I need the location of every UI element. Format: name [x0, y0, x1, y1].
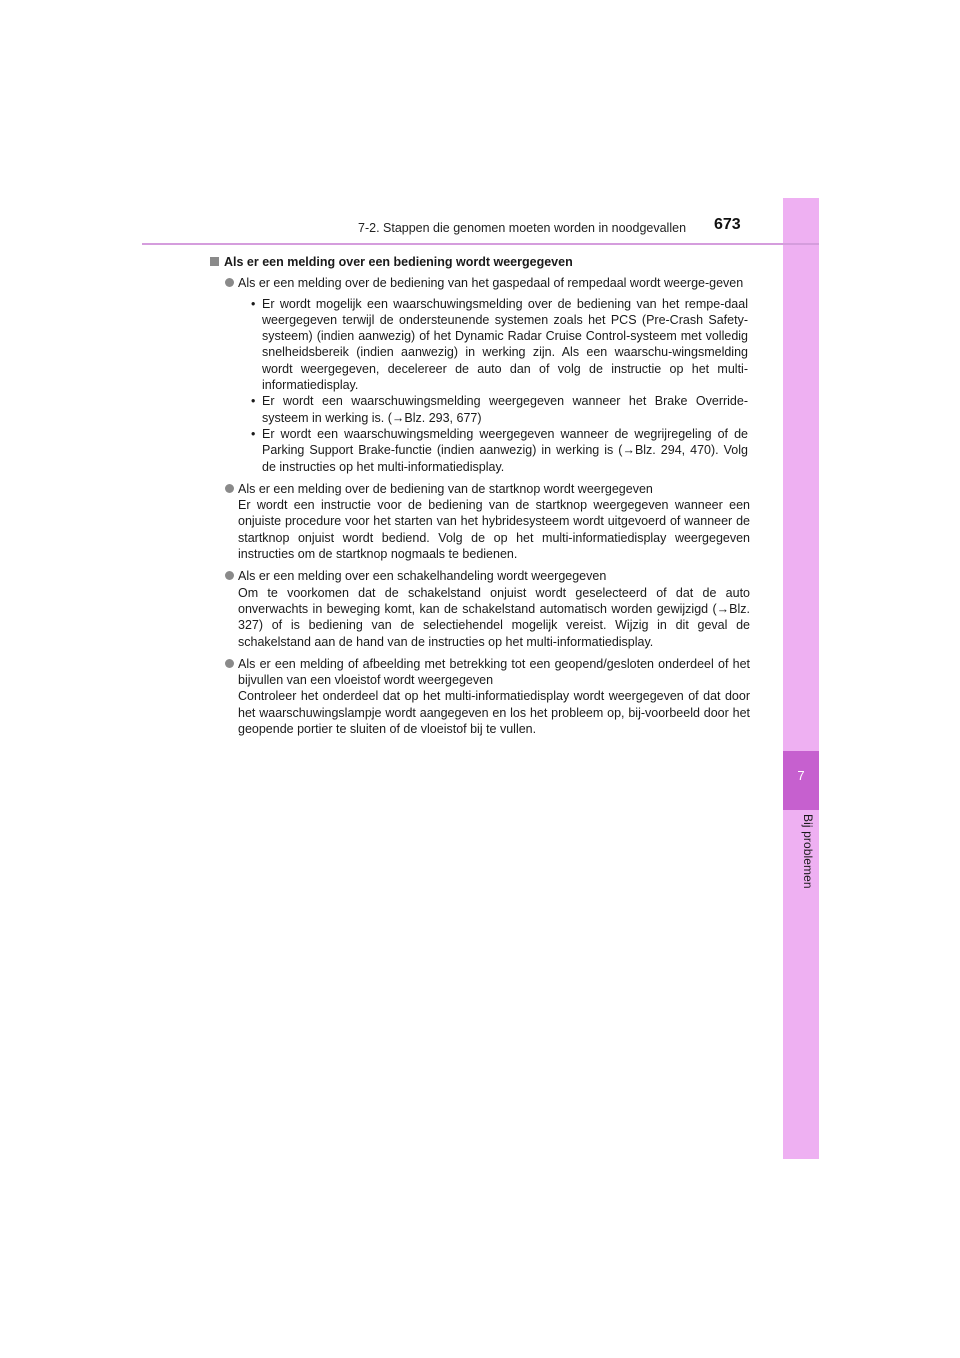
page-content [210, 254, 750, 743]
circle-bullet-icon [225, 571, 234, 580]
circle-bullet-icon [225, 659, 234, 668]
list-item-pedal [210, 275, 750, 475]
list-item-title: Als er een melding of afbeelding met betrekking tot een geopend/gesloten onderdeel of het bijvullen van een vloeistof wordt weergegeven [238, 656, 750, 688]
list-item-title: Als er een melding over de bediening van het gaspedaal of rempedaal wordt weerge-geven [238, 276, 744, 291]
list-item-body: Om te voorkomen dat de schakelstand onjuist wordt geselecteerd of dat de auto onverwachts in beweging komt, kan de schakelstand automatisch worden gewijzigd (→Blz. 327) of is bediening van de selectiehendel mogelijk vereist. Wijzig in dit geval de schakelstand aan de hand van de instructies op het multi-informatiedisplay. [238, 585, 750, 649]
sublist-item: • Er wordt mogelijk een waarschuwingsmelding over de bediening van het rempe-daal weergegeven terwijl de ondersteunende systemen zoals het PCS (Pre-Crash Safety-systeem) (indien aanwezig) of het Dynamic Radar Cruise Control-systeem met volledig snelheidsbereik (indien aanwezig) in werking zijn. Als een waarschu-wingsmelding wordt weergegeven, decelereer de auto dan of volg de instructie op het multi-informatiedisplay. [251, 296, 748, 393]
dot-bullet-icon: • [251, 296, 256, 311]
list-item-onderdeel [210, 656, 750, 737]
list-item-startknop [210, 481, 750, 562]
header-divider [142, 243, 819, 245]
list-item-title: Als er een melding over de bediening van de startknop wordt weergegeven [238, 481, 653, 496]
list-item-body: Er wordt een instructie voor de bediening van de startknop weergegeven wanneer een onjuiste procedure voor het starten van het hybridesysteem wordt uitgevoerd of wanneer de startknop onjuist wordt bediend. Volg de op het multi-informatiedisplay weergegeven instructies om de startknop nogmaals te bedienen. [238, 498, 750, 562]
sublist-item: • Er wordt een waarschuwingsmelding weergegeven wanneer de wegrijregeling of de Parking Support Brake-functie (indien aanwezig) in werking is (→Blz. 294, 470). Volg de instructies op het multi-informatiedisplay. [251, 426, 748, 474]
page-number: 673 [714, 216, 741, 233]
sublist-item: • Er wordt een waarschuwingsmelding weergegeven wanneer het Brake Override-systeem in werking is. (→Blz. 293, 677) [251, 394, 748, 425]
dot-bullet-icon: • [251, 426, 256, 441]
chapter-number: 7 [797, 768, 805, 783]
dot-bullet-icon: • [251, 394, 256, 409]
chapter-side-tab [783, 198, 819, 1159]
section-title: 7-2. Stappen die genomen moeten worden in noodgevallen [358, 221, 687, 235]
list-item-title: Als er een melding over een schakelhandeling wordt weergegeven [238, 569, 607, 584]
section-heading [210, 254, 750, 270]
circle-bullet-icon [225, 278, 234, 287]
section-heading-text: Als er een melding over een bediening wordt weergegeven [224, 255, 573, 269]
sublist [238, 296, 750, 475]
circle-bullet-icon [225, 484, 234, 493]
chapter-label: Bij problemen [801, 814, 815, 889]
square-bullet-icon [210, 257, 219, 266]
list-item-schakel [210, 568, 750, 649]
list-item-body: Controleer het onderdeel dat op het multi-informatiedisplay wordt weergegeven of dat door het waarschuwingslampje wordt aangegeven en los het probleem op, bij-voorbeeld door het geopende portier te sluiten of de vloeistof bij te vullen. [238, 689, 750, 737]
